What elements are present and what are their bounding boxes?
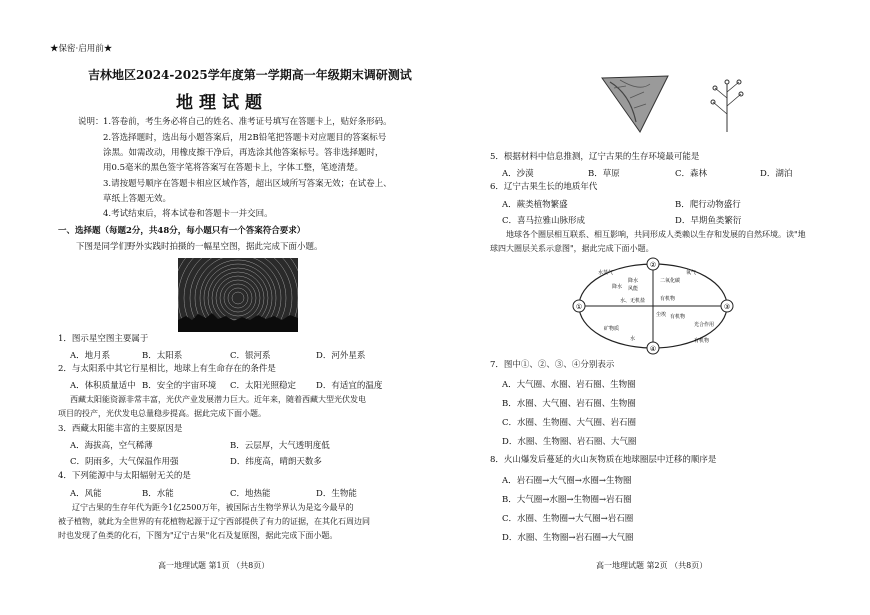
option-c[interactable]: C．水圈、生物圈→大气圈→岩石圈	[502, 514, 634, 524]
option-d[interactable]: D．水圈、生物圈、岩石圈、大气圈	[502, 437, 637, 447]
passage-line: 时也发现了鱼类的化石，下图为"辽宁古果"化石及复原图，据此完成下面小题。	[58, 531, 338, 540]
instruction-line: 1.答卷前，考生务必将自己的姓名、准考证号填写在答题卡上，贴好条形码。	[103, 117, 392, 127]
passage-line: 西藏太阳能资源非常丰富，光伏产业发展潜力巨大。近年来，随着西藏大型光伏发电	[70, 395, 366, 404]
option-a[interactable]: A．海拔高，空气稀薄	[70, 441, 153, 451]
passage-line: 被子植物，就此为全世界的有花植物起源于辽宁西部提供了有力的证据，在其化石周边同	[58, 517, 370, 526]
instruction-line: 草纸上答题无效。	[103, 194, 172, 204]
diagram-label: 氧气	[686, 270, 697, 276]
secret-label: ★保密·启用前★	[50, 44, 113, 54]
option-d[interactable]: D．生物能	[316, 489, 357, 499]
node-4: ④	[649, 345, 657, 353]
node-2: ②	[649, 261, 657, 269]
option-d[interactable]: D．早期鱼类繁衍	[675, 216, 742, 226]
question-stem: 7．图中①、②、③、④分别表示	[490, 360, 615, 370]
diagram-label: 尘埃	[656, 312, 667, 318]
question-stem: 1．图示星空图主要属于	[58, 334, 149, 344]
diagram-label: 矿物质	[604, 326, 620, 332]
option-d[interactable]: D．河外星系	[316, 351, 366, 361]
diagram-label: 水蒸气	[598, 270, 614, 276]
option-c[interactable]: C．阴雨多，大气保温作用强	[70, 457, 179, 467]
node-1: ①	[575, 303, 583, 311]
question-stem: 8．火山爆发后蔓延的火山灰物质在地球圈层中迁移的顺序是	[490, 455, 717, 465]
option-a[interactable]: A．地月系	[70, 351, 111, 361]
star-trail-photo	[178, 258, 298, 332]
option-c[interactable]: C．水圈、生物圈、大气圈、岩石圈	[502, 418, 637, 428]
question-stem: 6．辽宁古果生长的地质年代	[490, 182, 598, 192]
earth-spheres-diagram	[568, 256, 738, 356]
option-a[interactable]: A．岩石圈→大气圈→水圈→生物圈	[502, 476, 632, 486]
option-a[interactable]: A．大气圈、水圈、岩石圈、生物圈	[502, 380, 636, 390]
question-stem: 5．根据材料中信息推测，辽宁古果的生存环境最可能是	[490, 152, 700, 162]
option-c[interactable]: C．喜马拉雅山脉形成	[502, 216, 586, 226]
option-b[interactable]: B．安全的宇宙环境	[142, 381, 217, 391]
passage-line: 球四大圈层关系示意图"，据此完成下面小题。	[490, 244, 654, 253]
option-d[interactable]: D．湖泊	[760, 169, 793, 179]
instruction-line: 4.考试结束后，将本试卷和答题卡一并交回。	[103, 209, 273, 219]
option-a[interactable]: A．体积质量适中	[70, 381, 136, 391]
footer-left: 高一地理试题 第1页 （共8页）	[158, 561, 270, 570]
option-a[interactable]: A．蕨类植物繁盛	[502, 200, 568, 210]
option-b[interactable]: B．太阳系	[142, 351, 183, 361]
option-b[interactable]: B．草原	[588, 169, 620, 179]
fossil-image	[600, 74, 670, 134]
option-d[interactable]: D．纬度高，晴朗天数多	[230, 457, 322, 467]
option-b[interactable]: B．水圈、大气圈、岩石圈、生物圈	[502, 399, 636, 409]
passage-line: 地球各个圈层相互联系、相互影响，共同形成人类赖以生存和发展的自然环境。读"地	[506, 230, 806, 239]
option-d[interactable]: D．水圈、生物圈→岩石圈→大气圈	[502, 533, 634, 543]
option-c[interactable]: C．森林	[675, 169, 708, 179]
plant-reconstruction-image	[705, 74, 750, 134]
diagram-label: 有机物	[660, 296, 676, 302]
instruction-line: 用0.5毫米的黑色签字笔将答案写在答题卡上，字体工整，笔迹清楚。	[103, 163, 364, 173]
option-c[interactable]: C．太阳光照稳定	[230, 381, 297, 391]
diagram-label: 水	[630, 336, 636, 342]
diagram-label: 风能	[628, 286, 639, 292]
diagram-label: 有机物	[670, 314, 686, 320]
instruction-line: 3.请按题号顺序在答题卡相应区域作答，超出区域所写答案无效；在试卷上、	[103, 179, 392, 189]
option-a[interactable]: A．风能	[70, 489, 102, 499]
option-b[interactable]: B．水能	[142, 489, 174, 499]
diagram-label: 降水	[612, 284, 623, 290]
question-stem: 3．西藏太阳能丰富的主要原因是	[58, 424, 183, 434]
question-stem: 2．与太阳系中其它行星相比，地球上有生命存在的条件是	[58, 364, 276, 374]
exam-title: 吉林地区2024-2025学年度第一学期高一年级期末调研测试	[88, 68, 412, 82]
subject-title: 地理试题	[176, 93, 268, 113]
option-c[interactable]: C．地热能	[230, 489, 271, 499]
diagram-label: 二氧化碳	[660, 278, 681, 284]
option-c[interactable]: C．银河系	[230, 351, 271, 361]
question-stem: 4．下列能源中与太阳辐射无关的是	[58, 471, 191, 481]
option-b[interactable]: B．爬行动物盛行	[675, 200, 741, 210]
option-b[interactable]: B．云层厚，大气透明度低	[230, 441, 330, 451]
passage-line: 项目的投产，光伏发电总量稳步提高。据此完成下面小题。	[58, 409, 266, 418]
option-b[interactable]: B．大气圈→水圈→生物圈→岩石圈	[502, 495, 632, 505]
option-d[interactable]: D．有适宜的温度	[316, 381, 383, 391]
instruction-line: 2.答选择题时，选出每小题答案后，用2B铅笔把答题卡对应题目的答案标号	[103, 133, 387, 143]
footer-right: 高一地理试题 第2页 （共8页）	[596, 561, 708, 570]
instructions-label: 说明：	[78, 117, 104, 127]
diagram-label: 降水	[628, 278, 639, 284]
diagram-label: 光合作用	[694, 322, 715, 328]
instruction-line: 涂黑。如需改动，用橡皮擦干净后，再选涂其他答案标号。答非选择题时，	[103, 148, 384, 158]
node-3: ③	[723, 303, 731, 311]
passage-line: 辽宁古果的生存年代为距今1亿2500万年，被国际古生物学界认为是迄今最早的	[72, 503, 354, 512]
section-heading: 一、选择题（每题2分，共48分，每小题只有一个答案符合要求）	[58, 226, 306, 236]
section-intro: 下图是同学们野外实践时拍摄的一幅星空图，据此完成下面小题。	[76, 242, 323, 252]
diagram-label: 水、无机盐	[620, 298, 646, 304]
option-a[interactable]: A．沙漠	[502, 169, 534, 179]
diagram-label: 有机物	[694, 338, 710, 344]
